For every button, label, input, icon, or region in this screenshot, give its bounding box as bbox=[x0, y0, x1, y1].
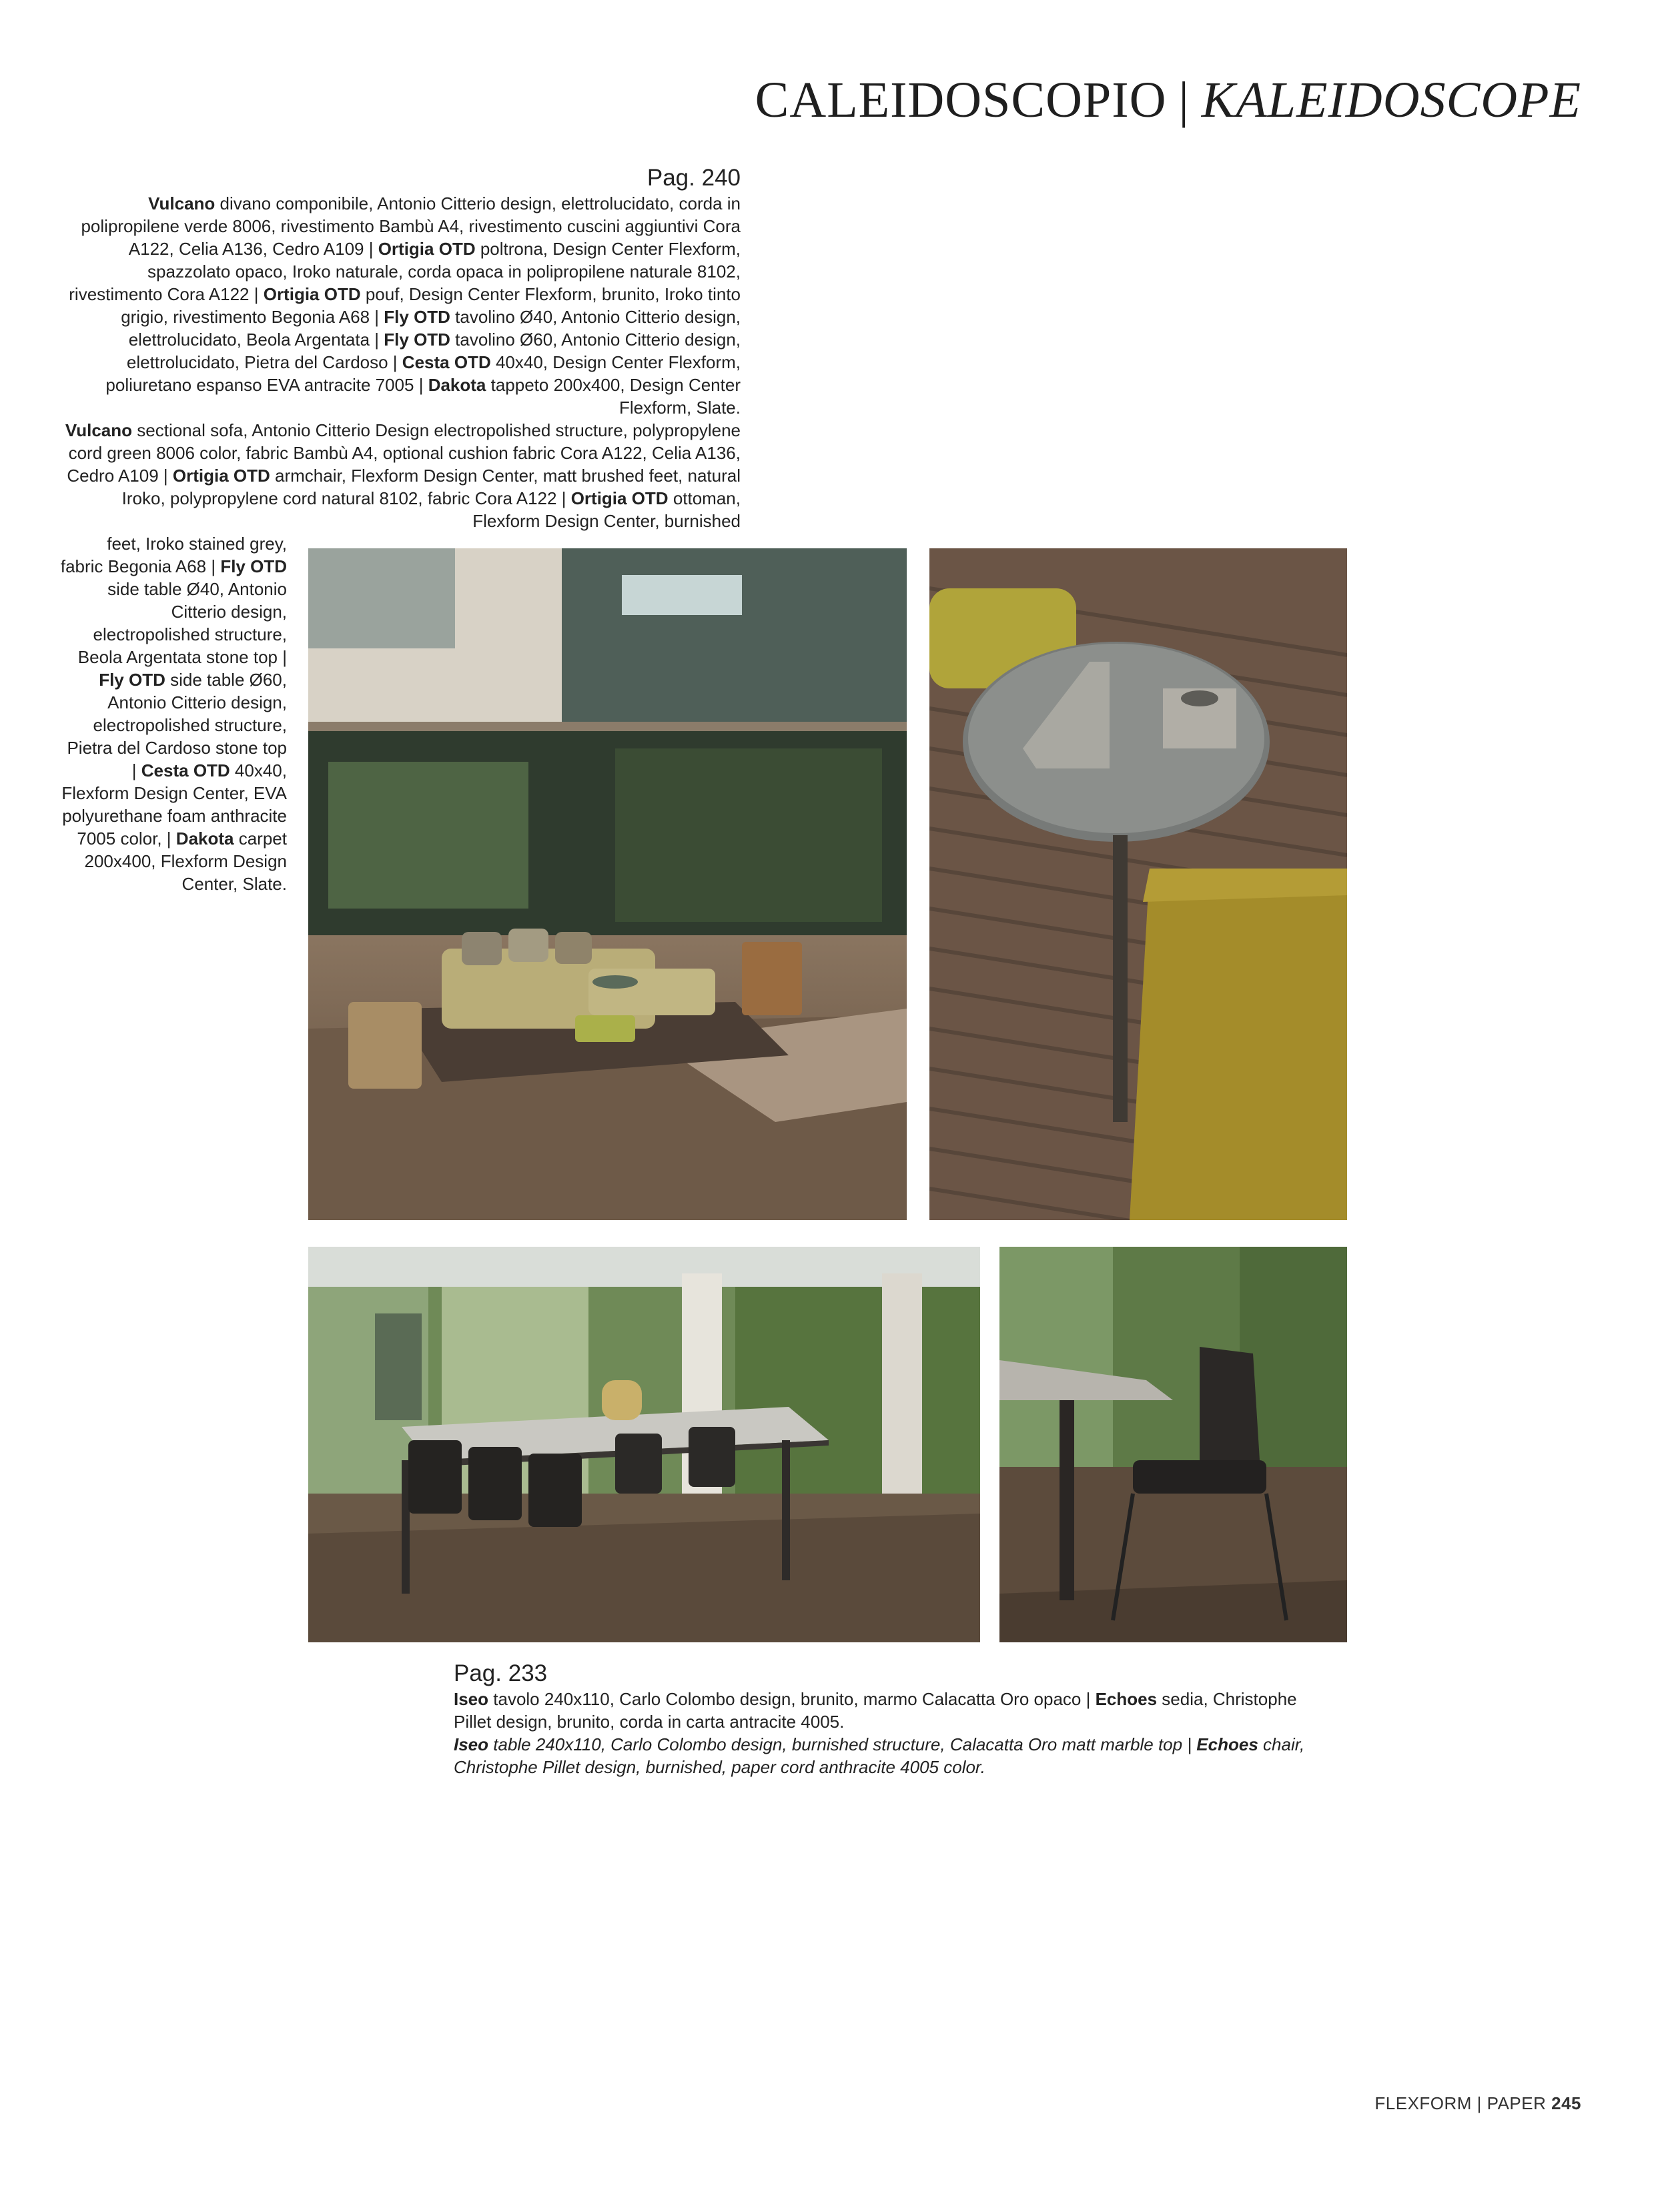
product-name: Fly OTD bbox=[384, 330, 450, 350]
photo-side-table-detail-image bbox=[929, 548, 1347, 1220]
caption-top-italian: Vulcano divano componibile, Antonio Citterio design, elettrolucidato, corda in polipropilene verde 8006, rivestimento Bambù A4, rivestimento cuscini aggiuntivi Cora A122, Celia A136, Cedro A109 | Ortigia OTD poltrona, Design Center Flexform, spazzolato opaco, Iroko naturale, corda opaca in polipropilene naturale 8102, rivestimento Cora A122 | Ortigia OTD pouf, Design Center Flexform, brunito, Iroko tinto grigio, rivestimento Begonia A68 | Fly OTD tavolino Ø40, Antonio Citterio design, elettrolucidato, Beola Argentata | Fly OTD tavolino Ø60, Antonio Citterio design, elettrolucidato, Pietra del Cardoso | Cesta OTD 40x40, Design Center Flexform, poliuretano espanso EVA antracite 7005 | Dakota tappeto 200x400, Design Center Flexform, Slate. bbox=[69, 193, 741, 418]
product-name: Ortigia OTD bbox=[263, 284, 361, 304]
photo-side-table-detail bbox=[929, 548, 1347, 1220]
product-name: Ortigia OTD bbox=[172, 466, 270, 486]
caption-top-english-wide: Vulcano sectional sofa, Antonio Citterio Design electropolished structure, polypropylene cord green 8006 color, fabric Bambù A4, optional cushion fabric Cora A122, Celia A136, Cedro A109 | Ortigia OTD armchair, Flexform Design Center, matt brushed feet, natural Iroko, polypropylene cord natural 8102, fabric Cora A122 | Ortigia OTD ottoman, Flexform Design Center, burnished bbox=[65, 420, 741, 531]
product-name: Fly OTD bbox=[99, 670, 165, 690]
product-name: Fly OTD bbox=[384, 307, 450, 327]
product-name: Dakota bbox=[428, 375, 486, 395]
product-name: Echoes bbox=[1196, 1734, 1258, 1754]
photo-dining-room bbox=[308, 1247, 980, 1642]
photo-dining-room-image bbox=[308, 1247, 980, 1642]
page-title bbox=[755, 72, 1581, 128]
product-name: Iseo bbox=[454, 1689, 489, 1709]
product-name: Vulcano bbox=[148, 193, 216, 213]
product-name: Fly OTD bbox=[220, 556, 287, 576]
product-name: Dakota bbox=[175, 828, 234, 849]
caption-bottom bbox=[454, 1688, 1308, 1778]
product-name: Cesta OTD bbox=[402, 352, 491, 372]
caption-top-english-narrow: feet, Iroko stained grey, fabric Begonia A68 | Fly OTD side table Ø40, Antonio Citterio design, electropolished structure, Beola Argentata stone top | Fly OTD side table Ø60, Antonio Citterio design, electropolished structure, Pietra del Cardoso stone top | Cesta OTD 40x40, Flexform Design Center, EVA polyurethane foam anthracite 7005 color, | Dakota carpet 200x400, Flexform Design Center, Slate. bbox=[60, 534, 287, 894]
caption-top-page-ref: Pag. 240 bbox=[647, 165, 741, 191]
photo-chair-detail bbox=[999, 1247, 1347, 1642]
product-name: Iseo bbox=[454, 1734, 489, 1754]
caption-bottom-page-ref: Pag. 233 bbox=[454, 1660, 548, 1686]
product-name: Ortigia OTD bbox=[570, 488, 669, 508]
product-name: Vulcano bbox=[65, 420, 133, 440]
page-footer bbox=[1374, 2093, 1581, 2114]
caption-bottom-italian: Iseo tavolo 240x110, Carlo Colombo design, brunito, marmo Calacatta Oro opaco | Echoes sedia, Christophe Pillet design, brunito, corda in carta antracite 4005. bbox=[454, 1689, 1297, 1732]
page-number: 245 bbox=[1551, 2093, 1581, 2113]
product-name: Cesta OTD bbox=[141, 760, 230, 780]
photo-chair-detail-image bbox=[999, 1247, 1347, 1642]
caption-bottom-english: Iseo table 240x110, Carlo Colombo design, burnished structure, Calacatta Oro matt marble top | Echoes chair, Christophe Pillet design, burnished, paper cord anthracite 4005 color. bbox=[454, 1734, 1305, 1777]
photo-outdoor-lounge bbox=[308, 548, 907, 1220]
product-name: Ortigia OTD bbox=[378, 239, 476, 259]
title-separator: | bbox=[1178, 72, 1190, 128]
title-english: KALEIDOSCOPE bbox=[1201, 72, 1581, 128]
product-name: Echoes bbox=[1095, 1689, 1158, 1709]
footer-brand: FLEXFORM | PAPER bbox=[1374, 2093, 1547, 2113]
photo-outdoor-lounge-image bbox=[308, 548, 907, 1220]
title-italian: CALEIDOSCOPIO bbox=[755, 72, 1167, 128]
